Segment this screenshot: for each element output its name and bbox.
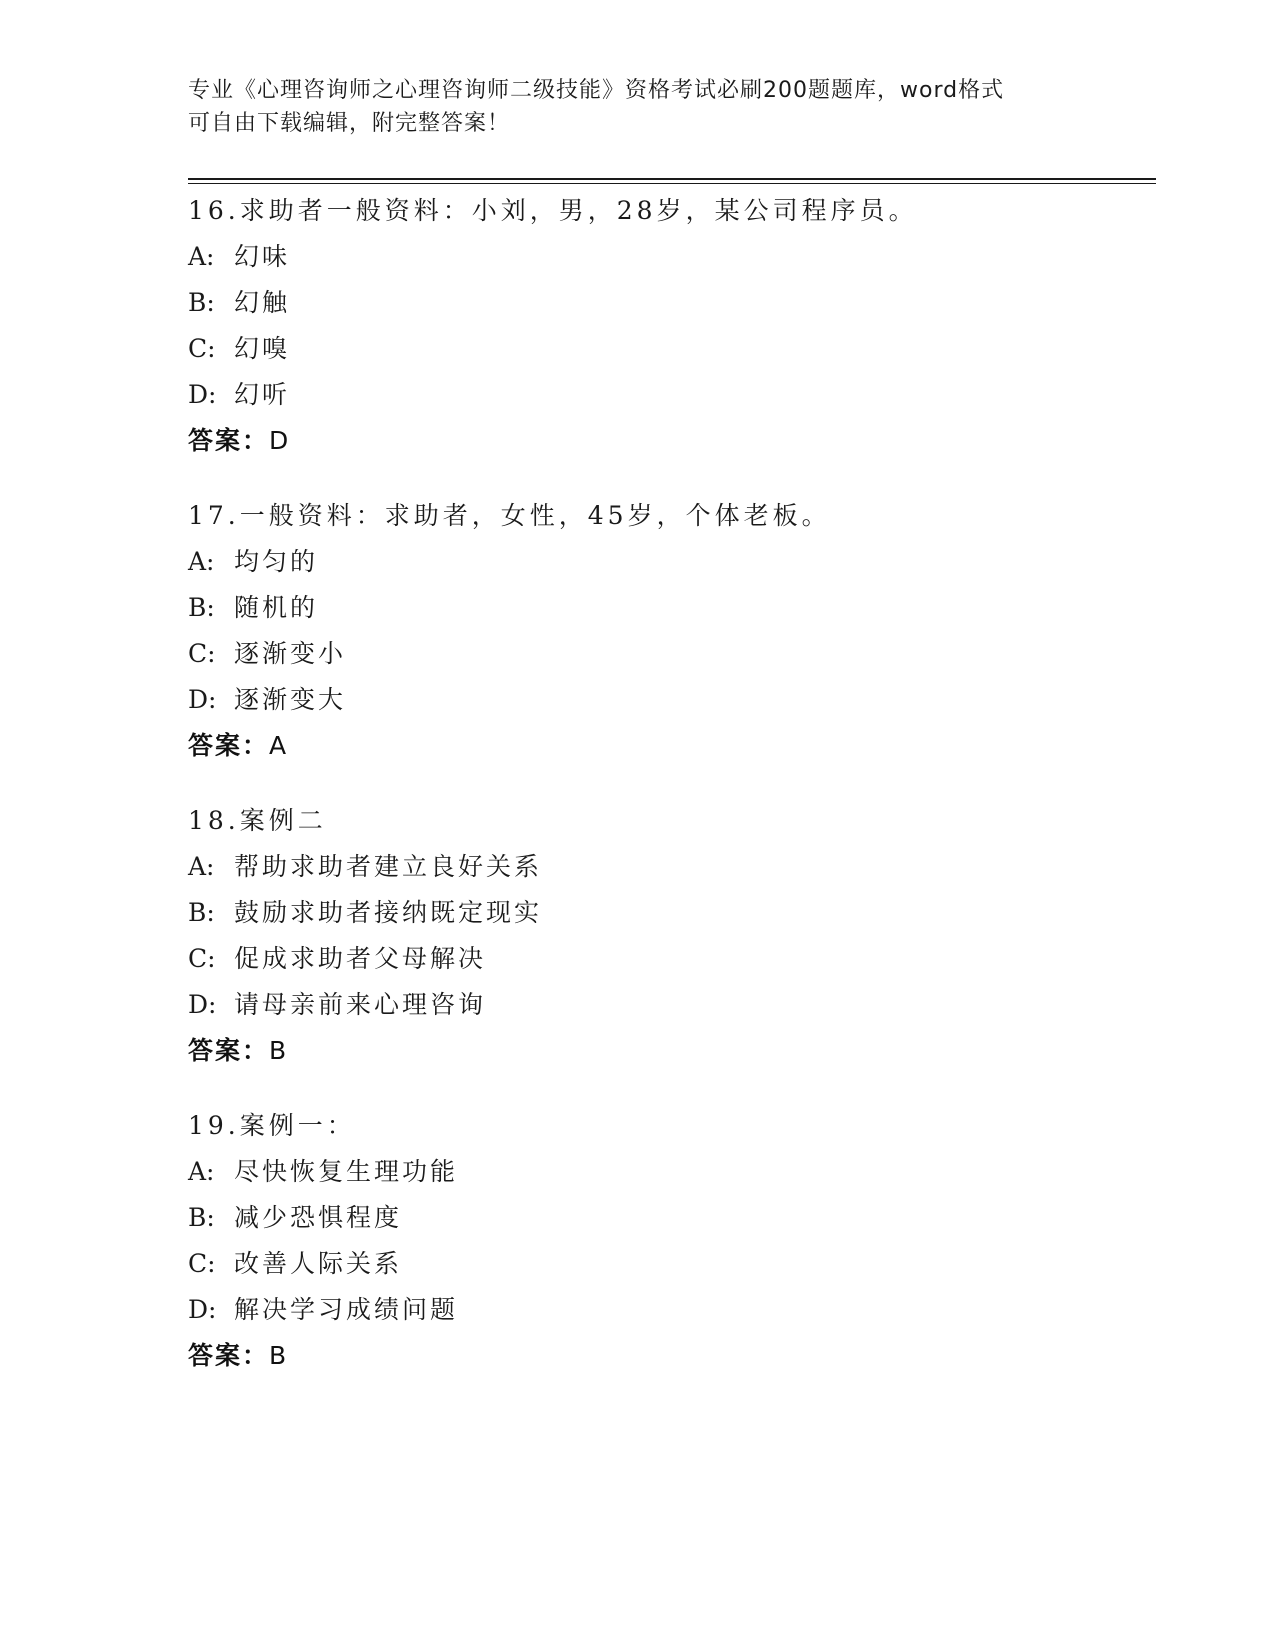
option-c	[188, 326, 1138, 372]
answer-label: 答案：	[188, 1036, 270, 1065]
answer-value: B	[269, 1036, 287, 1065]
option-text: 尽快恢复生理功能	[234, 1157, 459, 1186]
option-b	[188, 1195, 1138, 1241]
option-text: 解决学习成绩问题	[234, 1295, 459, 1324]
option-text: 改善人际关系	[234, 1249, 403, 1278]
option-text: 帮助求助者建立良好关系	[234, 852, 543, 881]
question-block	[188, 798, 1138, 1074]
question-stem: 18.案例二	[188, 806, 327, 835]
answer-value: D	[269, 426, 289, 455]
option-d	[188, 982, 1138, 1028]
option-letter: C:	[188, 1249, 216, 1278]
answer-value: A	[269, 731, 287, 760]
option-a	[188, 1149, 1138, 1195]
option-a	[188, 539, 1138, 585]
header-divider-thin	[188, 183, 1156, 184]
header-line-2: 可自由下载编辑，附完整答案！	[188, 111, 511, 136]
option-letter: B:	[188, 898, 215, 927]
question-stem: 16.求助者一般资料：小刘，男，28岁，某公司程序员。	[188, 196, 918, 225]
option-text: 幻触	[234, 288, 291, 317]
question-stem: 17.一般资料：求助者，女性，45岁，个体老板。	[188, 501, 831, 530]
option-letter: D:	[188, 380, 217, 409]
option-letter: D:	[188, 685, 217, 714]
option-c	[188, 1241, 1138, 1287]
option-text: 逐渐变小	[234, 639, 347, 668]
option-a	[188, 234, 1138, 280]
option-text: 逐渐变大	[234, 685, 347, 714]
option-text: 随机的	[234, 593, 319, 622]
document-header	[188, 74, 1088, 140]
option-letter: B:	[188, 1203, 215, 1232]
option-text: 促成求助者父母解决	[234, 944, 487, 973]
option-d	[188, 372, 1138, 418]
question-stem: 19.案例一：	[188, 1111, 356, 1140]
option-text: 均匀的	[234, 547, 319, 576]
option-b	[188, 585, 1138, 631]
option-letter: A:	[188, 242, 215, 271]
answer-label: 答案：	[188, 731, 270, 760]
question-block	[188, 188, 1138, 464]
answer-line	[188, 723, 1138, 769]
header-divider-thick	[188, 178, 1156, 180]
option-text: 鼓励求助者接纳既定现实	[234, 898, 543, 927]
option-letter: C:	[188, 639, 216, 668]
answer-label: 答案：	[188, 426, 270, 455]
question-block	[188, 493, 1138, 769]
option-c	[188, 631, 1138, 677]
option-letter: C:	[188, 944, 216, 973]
option-letter: B:	[188, 593, 215, 622]
question-block	[188, 1103, 1138, 1379]
option-letter: A:	[188, 1157, 215, 1186]
answer-line	[188, 1028, 1138, 1074]
answer-line	[188, 418, 1138, 464]
header-line-1: 专业《心理咨询师之心理咨询师二级技能》资格考试必刷200题题库，word格式	[188, 78, 1005, 103]
option-letter: B:	[188, 288, 215, 317]
answer-value: B	[269, 1341, 287, 1370]
option-text: 幻嗅	[234, 334, 291, 363]
option-text: 幻味	[234, 242, 291, 271]
option-text: 减少恐惧程度	[234, 1203, 403, 1232]
option-letter: A:	[188, 547, 215, 576]
option-c	[188, 936, 1138, 982]
answer-line	[188, 1333, 1138, 1379]
option-d	[188, 677, 1138, 723]
option-letter: A:	[188, 852, 215, 881]
option-text: 幻听	[234, 380, 291, 409]
option-letter: C:	[188, 334, 216, 363]
option-d	[188, 1287, 1138, 1333]
option-a	[188, 844, 1138, 890]
answer-label: 答案：	[188, 1341, 270, 1370]
option-text: 请母亲前来心理咨询	[234, 990, 487, 1019]
option-b	[188, 890, 1138, 936]
option-letter: D:	[188, 990, 217, 1019]
option-b	[188, 280, 1138, 326]
option-letter: D:	[188, 1295, 217, 1324]
